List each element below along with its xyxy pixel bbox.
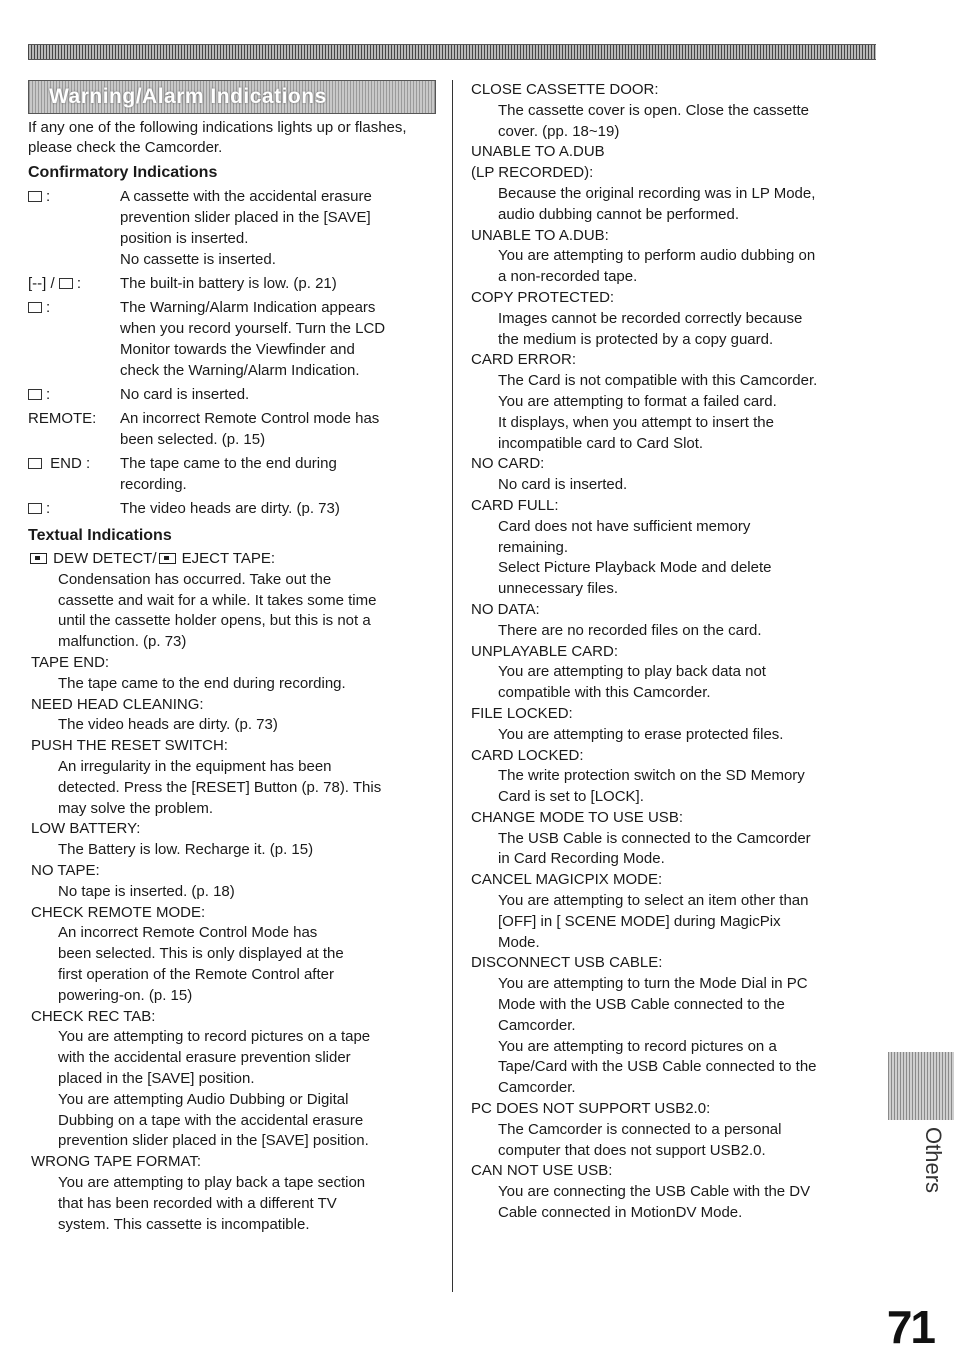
tape-end-icon (28, 458, 42, 469)
description-line: The built-in battery is low. (p. 21) (120, 275, 337, 292)
indication-entry (28, 653, 438, 695)
indication-description-line: until the cassette holder opens, but this is not a (58, 612, 371, 630)
section-title-bar (28, 80, 436, 114)
indication-description-line: You are attempting to play back a tape section (58, 1173, 366, 1191)
indication-symbol (28, 408, 120, 450)
description-line: An incorrect Remote Control mode has (120, 410, 380, 427)
indication-description-line: You are attempting to record pictures on a (498, 1037, 777, 1055)
indication-heading: CARD FULL: (471, 496, 559, 514)
indication-entry (471, 454, 871, 496)
indication-entry (471, 496, 871, 600)
description-line: prevention slider placed in the [SAVE] (120, 209, 371, 226)
indication-heading: NO TAPE: (31, 861, 100, 879)
indication-description (120, 408, 438, 450)
indication-entry (471, 80, 871, 142)
indication-heading: UNABLE TO A.DUB: (471, 226, 609, 244)
indication-description-line: Dubbing on a tape with the accidental erasure (58, 1111, 364, 1129)
description-line: recording. (120, 476, 187, 493)
page-title: Warning/Alarm Indications (49, 85, 327, 108)
confirmatory-item (28, 498, 438, 519)
indication-description-line: may solve the problem. (58, 799, 214, 817)
indication-description-line: cassette and wait for a while. It takes some time (58, 591, 377, 609)
indication-entry (28, 1007, 438, 1153)
indication-entry (471, 808, 871, 870)
indication-symbol (28, 453, 120, 495)
indication-description-line: Mode. (498, 933, 540, 951)
indication-entry (471, 746, 871, 808)
indication-symbol (28, 384, 120, 405)
indication-heading: CLOSE CASSETTE DOOR: (471, 81, 659, 98)
cassette-save-icon (28, 191, 42, 202)
indication-description-line: Camcorder. (498, 1016, 576, 1034)
indication-heading: CHECK REMOTE MODE: (31, 903, 206, 921)
indication-description-line: computer that does not support USB2.0. (498, 1141, 766, 1159)
indication-symbol (28, 498, 120, 519)
confirmatory-item (28, 186, 438, 270)
description-line: No cassette is inserted. (120, 251, 276, 268)
indication-entry (28, 819, 438, 861)
indication-entry (28, 570, 438, 653)
confirmatory-item (28, 273, 438, 294)
indication-description-line: You are attempting to erase protected files. (498, 725, 784, 743)
indication-entry (471, 350, 871, 454)
indication-description-line: You are attempting to format a failed card. (498, 392, 777, 410)
indication-description-line: the medium is protected by a copy guard. (498, 330, 774, 348)
confirmatory-item (28, 408, 438, 450)
indication-heading: CARD LOCKED: (471, 746, 584, 764)
confirmatory-list (28, 186, 438, 519)
description-line: The video heads are dirty. (p. 73) (120, 500, 340, 517)
indication-heading: NEED HEAD CLEANING: (31, 695, 204, 713)
no-card-icon (28, 389, 42, 400)
indication-description-line: a non-recorded tape. (498, 268, 638, 286)
indication-description-line: compatible with this Camcorder. (498, 684, 711, 702)
indication-description-line: The tape came to the end during recording. (58, 674, 346, 692)
indication-description-line: prevention slider placed in the [SAVE] position. (58, 1132, 369, 1150)
left-column (28, 80, 438, 1235)
indication-entry (471, 953, 871, 1099)
indication-description-line: You are connecting the USB Cable with the DV (498, 1183, 811, 1201)
indication-symbol-text: [--] / (28, 275, 59, 292)
indication-heading: CHECK REC TAB: (31, 1007, 156, 1025)
dirty-heads-icon (28, 503, 42, 514)
indication-description-line: incompatible card to Card Slot. (498, 434, 704, 452)
indication-description-line: You are attempting to play back data not (498, 663, 766, 681)
indication-heading: CANCEL MAGICPIX MODE: (471, 871, 663, 889)
indication-symbol-text: : (46, 188, 51, 205)
indication-description-line: Mode with the USB Cable connected to the (498, 996, 785, 1014)
page-number: 71 (886, 1301, 934, 1353)
indication-description-line: You are attempting to record pictures on a tape (58, 1028, 371, 1046)
column-divider (452, 80, 453, 1292)
indication-description (120, 273, 438, 294)
description-line: The Warning/Alarm Indication appears (120, 299, 376, 316)
indication-heading: UNABLE TO A.DUB (471, 143, 605, 161)
indication-description-line: The USB Cable is connected to the Camcorder (498, 829, 811, 847)
indication-description-line: You are attempting Audio Dubbing or Digital (58, 1090, 349, 1108)
indication-heading: PC DOES NOT SUPPORT USB2.0: (471, 1100, 711, 1118)
indication-description-line: The video heads are dirty. (p. 73) (58, 716, 278, 734)
indication-description-line: Images cannot be recorded correctly because (498, 309, 803, 327)
indication-entry (28, 903, 438, 1007)
indication-description-line: with the accidental erasure prevention slider (58, 1049, 351, 1067)
indication-description-line: No card is inserted. (498, 476, 628, 494)
indication-description-line: Because the original recording was in LP Mode, (498, 184, 816, 202)
confirmatory-item (28, 453, 438, 495)
indication-description-line: Condensation has occurred. Take out the (58, 570, 332, 588)
indication-heading: CHANGE MODE TO USE USB: (471, 808, 683, 826)
indication-description-line: cover. (pp. 18~19) (498, 122, 620, 140)
indication-symbol-text: REMOTE: (28, 410, 97, 427)
indication-entry (28, 1152, 438, 1235)
indication-description-line: Card is set to [LOCK]. (498, 788, 644, 806)
indication-description-line: in Card Recording Mode. (498, 850, 665, 868)
indication-description (120, 453, 438, 495)
dew-label-1: DEW DETECT/ (49, 550, 157, 567)
indication-entry (28, 695, 438, 737)
indication-description-line: [OFF] in [ SCENE MODE] during MagicPix (498, 912, 781, 930)
indication-description-line: There are no recorded files on the card. (498, 621, 762, 639)
indication-symbol-text: : (46, 299, 51, 316)
header-stripe (28, 44, 876, 60)
indication-entry (471, 226, 871, 288)
eject-icon (159, 553, 176, 564)
confirmatory-item (28, 384, 438, 405)
indication-heading: NO CARD: (471, 455, 545, 473)
indication-heading: UNPLAYABLE CARD: (471, 642, 618, 660)
indication-description-line: that has been recorded with a different TV (58, 1194, 337, 1212)
indication-entry (471, 600, 871, 642)
indication-description-line: The write protection switch on the SD Memory (498, 767, 805, 785)
indication-description-line: placed in the [SAVE] position. (58, 1069, 255, 1087)
indication-entry (471, 642, 871, 704)
indication-heading: (LP RECORDED): (471, 164, 594, 182)
indication-symbol-suffix: : (76, 275, 81, 292)
indication-symbol (28, 297, 120, 381)
description-line: Monitor towards the Viewfinder and (120, 341, 355, 358)
indication-symbol (28, 273, 120, 294)
side-tab-block (888, 1052, 954, 1120)
side-tab-label: Others (921, 1127, 946, 1194)
left-entries (28, 570, 438, 1236)
battery-low-icon (59, 278, 73, 289)
indication-description-line: audio dubbing cannot be performed. (498, 205, 740, 223)
self-record-icon (28, 302, 42, 313)
indication-description-line: malfunction. (p. 73) (58, 633, 187, 651)
indication-heading: DISCONNECT USB CABLE: (471, 954, 663, 972)
indication-symbol (28, 186, 120, 270)
indication-description-line: system. This cassette is incompatible. (58, 1215, 310, 1233)
indication-description-line: The Battery is low. Recharge it. (p. 15) (58, 841, 314, 859)
indication-description-line: No tape is inserted. (p. 18) (58, 882, 235, 900)
indication-description (120, 498, 438, 519)
indication-description-line: An irregularity in the equipment has been (58, 757, 332, 775)
indication-description-line: You are attempting to turn the Mode Dial in PC (498, 975, 808, 993)
confirmatory-item (28, 297, 438, 381)
indication-entry (471, 870, 871, 953)
indication-description-line: unnecessary files. (498, 580, 619, 598)
indication-heading: FILE LOCKED: (471, 704, 573, 722)
right-entries (471, 80, 871, 1224)
indication-description-line: You are attempting to perform audio dubbing on (498, 247, 816, 265)
indication-symbol-text: : (46, 386, 51, 403)
indication-description-line: Card does not have sufficient memory (498, 517, 751, 535)
indication-heading: WRONG TAPE FORMAT: (31, 1153, 202, 1171)
indication-heading: CAN NOT USE USB: (471, 1162, 613, 1180)
indication-description-line: The Camcorder is connected to a personal (498, 1120, 782, 1138)
indication-heading: COPY PROTECTED: (471, 288, 615, 306)
indication-heading: NO DATA: (471, 600, 540, 618)
indication-description-line: first operation of the Remote Control after (58, 965, 334, 983)
indication-description-line: remaining. (498, 538, 569, 556)
description-line: A cassette with the accidental erasure (120, 188, 372, 205)
description-line: been selected. (p. 15) (120, 431, 266, 448)
indication-entry (471, 1161, 871, 1223)
indication-description-line: been selected. This is only displayed at the (58, 945, 344, 963)
indication-description-line: The Card is not compatible with this Camcorder. (498, 372, 818, 390)
indication-description-line: An incorrect Remote Control Mode has (58, 924, 318, 942)
dew-label-2: EJECT TAPE: (177, 550, 276, 567)
right-column (471, 80, 871, 1224)
indication-entry (471, 1099, 871, 1161)
description-line: when you record yourself. Turn the LCD (120, 320, 386, 337)
indication-heading: CARD ERROR: (471, 351, 577, 369)
indication-description-line: detected. Press the [RESET] Button (p. 78). This (58, 778, 382, 796)
indication-description-line: Tape/Card with the USB Cable connected to the (498, 1058, 817, 1076)
confirmatory-heading: Confirmatory Indications (28, 164, 218, 181)
indication-symbol-text: END : (46, 455, 91, 472)
indication-description (120, 186, 438, 270)
indication-description (120, 297, 438, 381)
indication-heading: PUSH THE RESET SWITCH: (31, 737, 228, 755)
indication-entry (28, 861, 438, 903)
dew-icon (30, 553, 47, 564)
indication-description-line: Camcorder. (498, 1079, 576, 1097)
indication-description-line: You are attempting to select an item other than (498, 892, 809, 910)
indication-entry (471, 704, 871, 746)
indication-description-line: Cable connected in MotionDV Mode. (498, 1204, 743, 1222)
description-line: No card is inserted. (120, 386, 250, 403)
indication-description-line: It displays, when you attempt to insert the (498, 413, 774, 431)
indication-description (120, 384, 438, 405)
intro-text: If any one of the following indications lights up or flashes, please check the Camcorder. (28, 119, 407, 156)
indication-description-line: powering-on. (p. 15) (58, 986, 193, 1004)
indication-heading: TAPE END: (31, 653, 110, 671)
indication-entry (471, 142, 871, 225)
description-line: position is inserted. (120, 230, 249, 247)
description-line: The tape came to the end during (120, 455, 337, 472)
description-line: check the Warning/Alarm Indication. (120, 362, 360, 379)
indication-entry (28, 736, 438, 819)
indication-entry (471, 288, 871, 350)
dew-detect-entry (28, 549, 438, 570)
indication-heading: LOW BATTERY: (31, 820, 141, 838)
indication-description-line: The cassette cover is open. Close the cassette (498, 101, 809, 119)
indication-symbol-text: : (46, 500, 51, 517)
textual-heading: Textual Indications (28, 527, 172, 544)
indication-description-line: Select Picture Playback Mode and delete (498, 559, 772, 577)
